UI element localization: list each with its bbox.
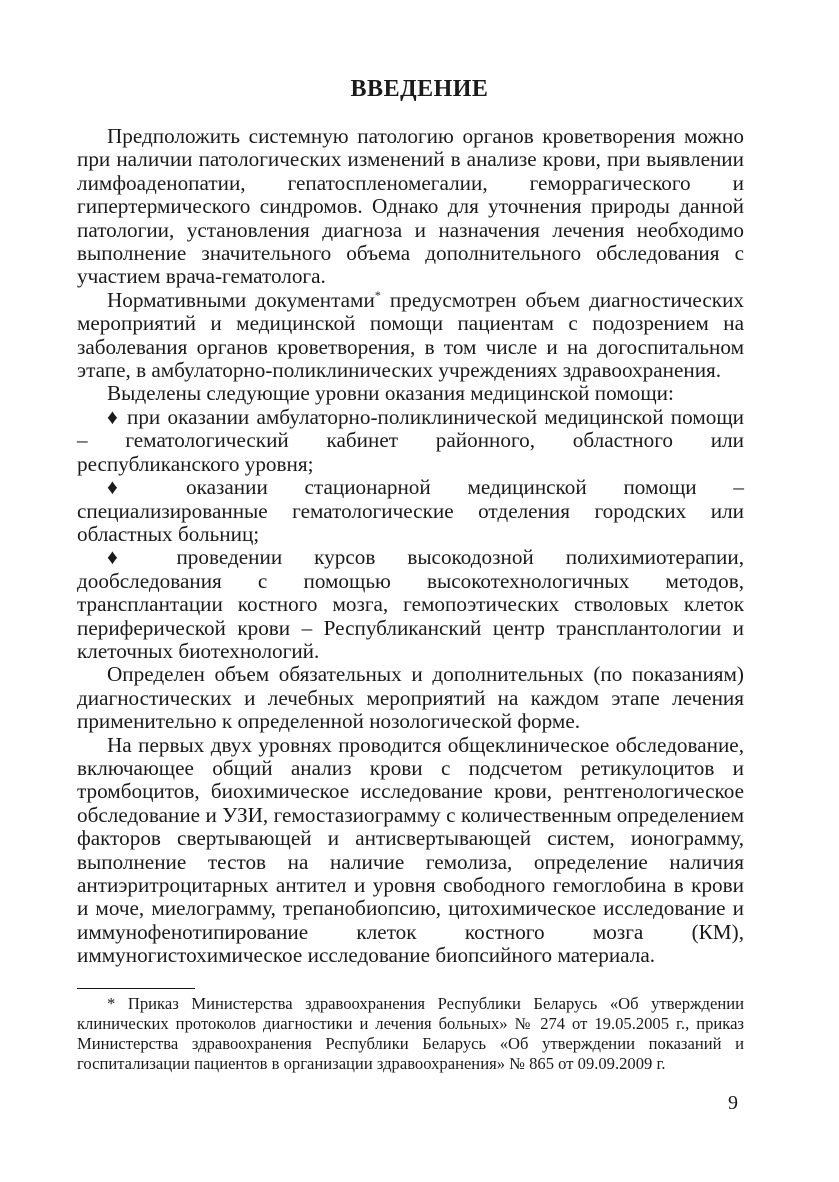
page-title: ВВЕДЕНИЕ <box>350 76 489 102</box>
paragraph-examination: На первых двух уровнях проводится общеклиническое обследование, включающее общий анализ крови с подсчетом ретикулоцитов и тромбоцитов, биохимическое исследование крови, рентгенологическое обследование и УЗИ, гемостазиограмму с количественным определением факторов свертывающей и антисвертывающей систем, ионограмму, выполнение тестов на наличие гемолиза, определение наличия антиэритроцитарных антител и уровня свободного гемоглобина в крови и моче, миелограмму, трепанобиопсию, цитохимическое исследование и иммунофенотипирование клеток костного мозга (КМ), иммуногистохимическое исследование биопсийного материала. <box>77 732 744 968</box>
paragraph-scope: Определен объем обязательных и дополнительных (по показаниям) диагностических и лечебных мероприятий на каждом этапе лечения применительно к определенной нозологической форме. <box>77 662 744 734</box>
list-item-outpatient: ♦ при оказании амбулаторно-поликлинической медицинской помощи – гематологический кабинет районного, областного или республиканского уровня; <box>77 404 744 476</box>
paragraph-intro: Предположить системную патологию органов кроветворения можно при наличии патологических изменений в анализе крови, при выявлении лимфоаденопатии, гепатоспленомегалии, геморрагического и гипертермического синдромов. Однако для уточнения природы данной патологии, установления диагноза и назначения лечения необходимо выполнение значительного объема дополнительного обследования с участием врача-гематолога. <box>77 124 744 289</box>
footnote: * Приказ Министерства здравоохранения Республики Беларусь «Об утверждении клинических протоколов диагностики и лечения больных» № 274 от 19.05.2005 г., приказ Министерства здравоохранения Республики Беларусь «Об утверждении показаний и госпитализации пациентов в организации здравоохранения» № 865 от 09.09.2009 г. <box>77 994 744 1073</box>
paragraph-normative <box>77 289 744 383</box>
page-number: 9 <box>728 1092 738 1114</box>
paragraph-normative-start: Нормативными документами <box>107 287 375 312</box>
list-item-inpatient: ♦ оказании стационарной медицинской помощи – специализированные гематологические отделения городских или областных больниц; <box>77 475 744 546</box>
paragraph-normative-rest: предусмотрен объем диагностических мероприятий и медицинской помощи пациентам с подозрением на заболевания органов кроветворения, в том числе и на догоспитальном этапе, в амбулаторно-поликлинических учреждениях здравоохранения. <box>77 287 744 383</box>
footnote-divider <box>77 988 195 989</box>
paragraph-levels: Выделены следующие уровни оказания медицинской помощи: <box>107 381 674 406</box>
list-item-transplant: ♦ проведении курсов высокодозной полихимиотерапии, дообследования с помощью высокотехнологичных методов, трансплантации костного мозга, гемопоэтических стволовых клеток периферической крови – Республиканский центр трансплантологии и клеточных биотехнологий. <box>77 545 744 663</box>
body-text <box>77 125 744 968</box>
footnote-mark: * <box>374 287 381 302</box>
